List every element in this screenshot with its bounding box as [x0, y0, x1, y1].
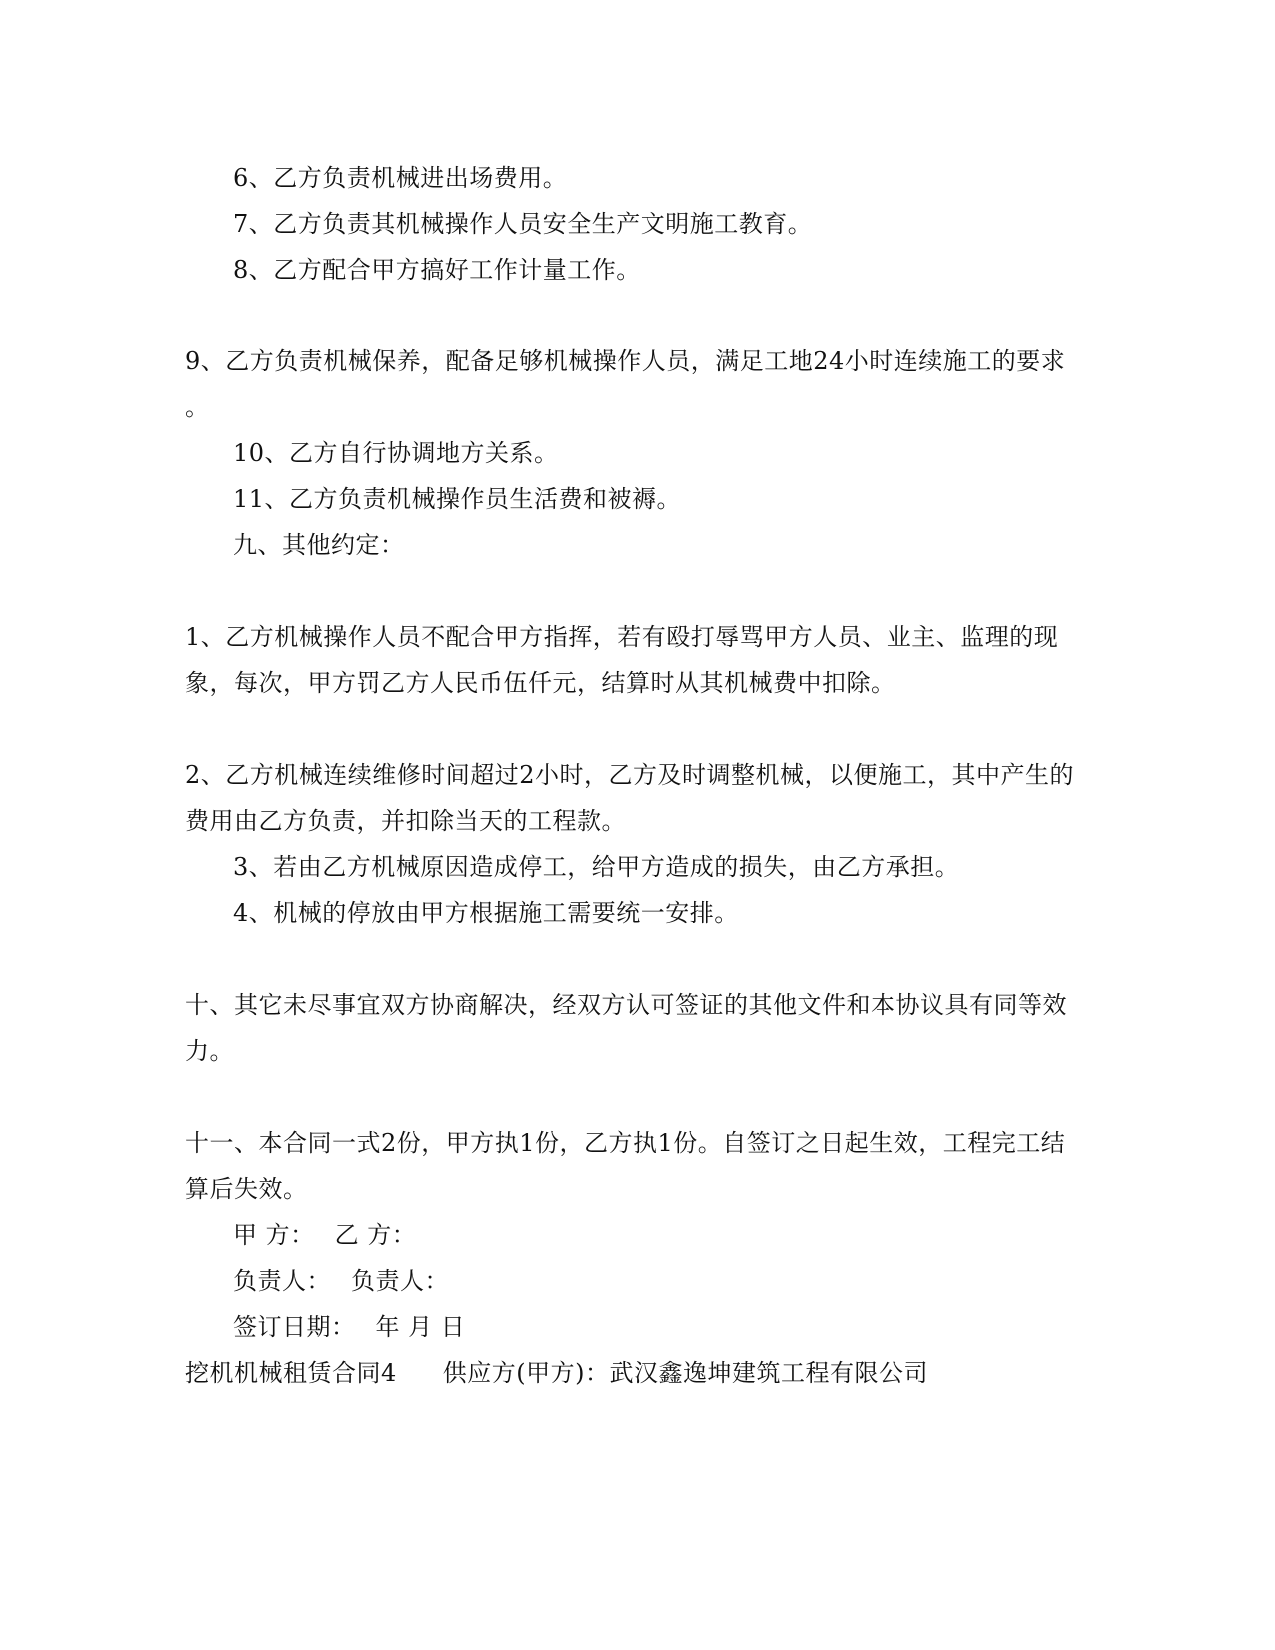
signature-date [233, 1312, 465, 1342]
supplier-info: 供应方(甲方)：武汉鑫逸坤建筑工程有限公司 [442, 1359, 929, 1387]
rep-a-label: 负责人： [233, 1267, 331, 1295]
footer-line [185, 1358, 928, 1388]
clause-9-line-2: 。 [185, 393, 210, 421]
other-2-line-2: 费用由乙方负责，并扣除当天的工程款。 [185, 807, 626, 835]
clause-7: 7、乙方负责其机械操作人员安全生产文明施工教育。 [233, 210, 813, 238]
party-b-label: 乙 方： [334, 1221, 417, 1249]
section-10-line-1: 十、其它未尽事宜双方协商解决，经双方认可签证的其他文件和本协议具有同等效 [185, 991, 1067, 1019]
party-a-label: 甲 方： [233, 1221, 315, 1249]
section-11-line-1: 十一、本合同一式2份，甲方执1份，乙方执1份。自签订之日起生效，工程完工结 [185, 1129, 1066, 1157]
other-3: 3、若由乙方机械原因造成停工，给甲方造成的损失，由乙方承担。 [233, 853, 960, 881]
clause-9-line-1: 9、乙方负责机械保养，配备足够机械操作人员，满足工地24小时连续施工的要求 [185, 347, 1066, 375]
section-11-line-2: 算后失效。 [185, 1175, 308, 1203]
signature-parties [233, 1220, 416, 1250]
section-10-line-2: 力。 [185, 1037, 234, 1065]
other-4: 4、机械的停放由甲方根据施工需要统一安排。 [233, 899, 739, 927]
other-1-line-2: 象，每次，甲方罚乙方人民币伍仟元，结算时从其机械费中扣除。 [185, 669, 896, 697]
date-value: 年 月 日 [375, 1313, 466, 1341]
clause-6: 6、乙方负责机械进出场费用。 [233, 164, 568, 192]
section-9-heading: 九、其他约定： [233, 531, 405, 559]
date-label: 签订日期： [233, 1313, 356, 1341]
clause-10: 10、乙方自行协调地方关系。 [233, 439, 559, 467]
signature-representatives [233, 1266, 449, 1296]
clause-8: 8、乙方配合甲方搞好工作计量工作。 [233, 256, 641, 284]
contract-title: 挖机机械租赁合同4 [185, 1359, 397, 1387]
other-1-line-1: 1、乙方机械操作人员不配合甲方指挥，若有殴打辱骂甲方人员、业主、监理的现 [185, 623, 1059, 651]
other-2-line-1: 2、乙方机械连续维修时间超过2小时，乙方及时调整机械，以便施工，其中产生的 [185, 761, 1075, 789]
clause-11: 11、乙方负责机械操作员生活费和被褥。 [233, 485, 682, 513]
rep-b-label: 负责人： [351, 1267, 449, 1295]
